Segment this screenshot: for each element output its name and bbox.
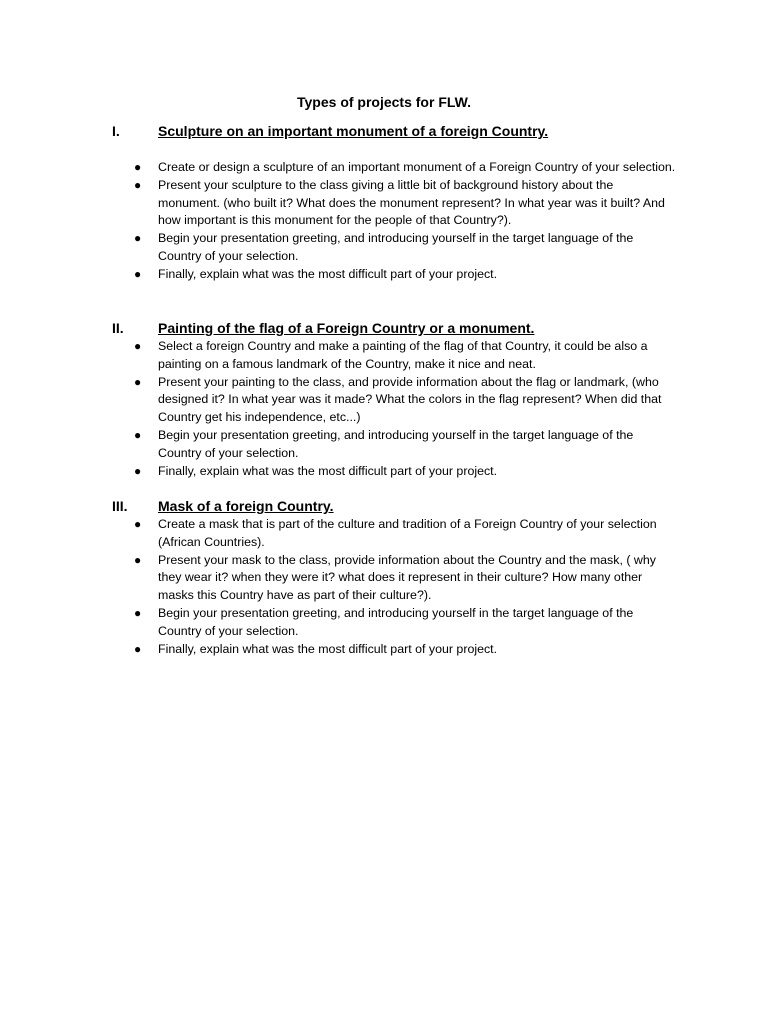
bullet-icon: ● (134, 374, 142, 389)
list-item-text: Present your painting to the class, and provide information about the flag or landmark, (who designed it? In what year was it made? What the colors in the flag represent? When did that Country get his independence, etc...) (158, 374, 662, 425)
bullet-icon: ● (134, 427, 142, 442)
section-title: Sculpture on an important monument of a foreign Country. (158, 123, 549, 139)
section-title: Painting of the flag of a Foreign Country or a monument. (158, 320, 535, 336)
list-item (0, 159, 678, 177)
list-item-text: Present your mask to the class, provide information about the Country and the mask, ( why they wear it? when they were it? what does it represent in their culture? How many other masks this Country have as part of their culture?). (158, 552, 656, 603)
list-item-text: Begin your presentation greeting, and introducing yourself in the target language of the Country of your selection. (158, 427, 634, 460)
section-2-bullet-list (0, 338, 768, 480)
bullet-icon: ● (134, 641, 142, 656)
list-item-text: Present your sculpture to the class giving a little bit of background history about the monument. (who built it? What does the monument represent? In what year was it built? And how important is this monument for the people of that Country?). (158, 177, 665, 228)
section-numeral: III. (112, 498, 128, 514)
list-item (0, 427, 678, 463)
list-item (0, 266, 678, 284)
list-item-text: Begin your presentation greeting, and introducing yourself in the target language of the Country of your selection. (158, 231, 634, 263)
list-item (0, 230, 678, 266)
bullet-icon: ● (134, 605, 142, 620)
list-item (0, 463, 678, 481)
list-item (0, 374, 678, 427)
list-item-text: Create or design a sculpture of an important monument of a Foreign Country of your selection. (158, 160, 676, 174)
section-3-bullet-list (0, 516, 768, 658)
bullet-icon: ● (134, 231, 142, 246)
bullet-icon: ● (134, 266, 142, 281)
section-title: Mask of a foreign Country. (158, 498, 334, 514)
list-item-text: Finally, explain what was the most difficult part of your project. (158, 266, 498, 281)
bullet-icon: ● (134, 160, 142, 174)
list-item-text: Begin your presentation greeting, and introducing yourself in the target language of the Country of your selection. (158, 605, 634, 638)
list-item (0, 338, 678, 374)
list-item (0, 516, 678, 552)
list-item-text: Finally, explain what was the most difficult part of your project. (158, 641, 498, 656)
list-item (0, 552, 678, 605)
bullet-icon: ● (134, 177, 142, 192)
section-numeral: II. (112, 320, 124, 336)
list-item-text: Finally, explain what was the most difficult part of your project. (158, 463, 498, 478)
section-1-bullet-list (0, 159, 768, 284)
bullet-icon: ● (134, 339, 142, 353)
list-item-text: Create a mask that is part of the culture and tradition of a Foreign Country of your selection (African Countries). (158, 517, 657, 549)
bullet-icon: ● (134, 552, 142, 567)
section-numeral: I. (112, 123, 120, 139)
list-item (0, 605, 678, 641)
list-item (0, 641, 678, 659)
list-item (0, 177, 678, 230)
list-item-text: Select a foreign Country and make a painting of the flag of that Country, it could be also a painting on a famous landmark of the Country, make it nice and neat. (158, 339, 648, 371)
document-title: Types of projects for FLW. (297, 94, 471, 110)
bullet-icon: ● (134, 463, 142, 478)
bullet-icon: ● (134, 517, 142, 531)
